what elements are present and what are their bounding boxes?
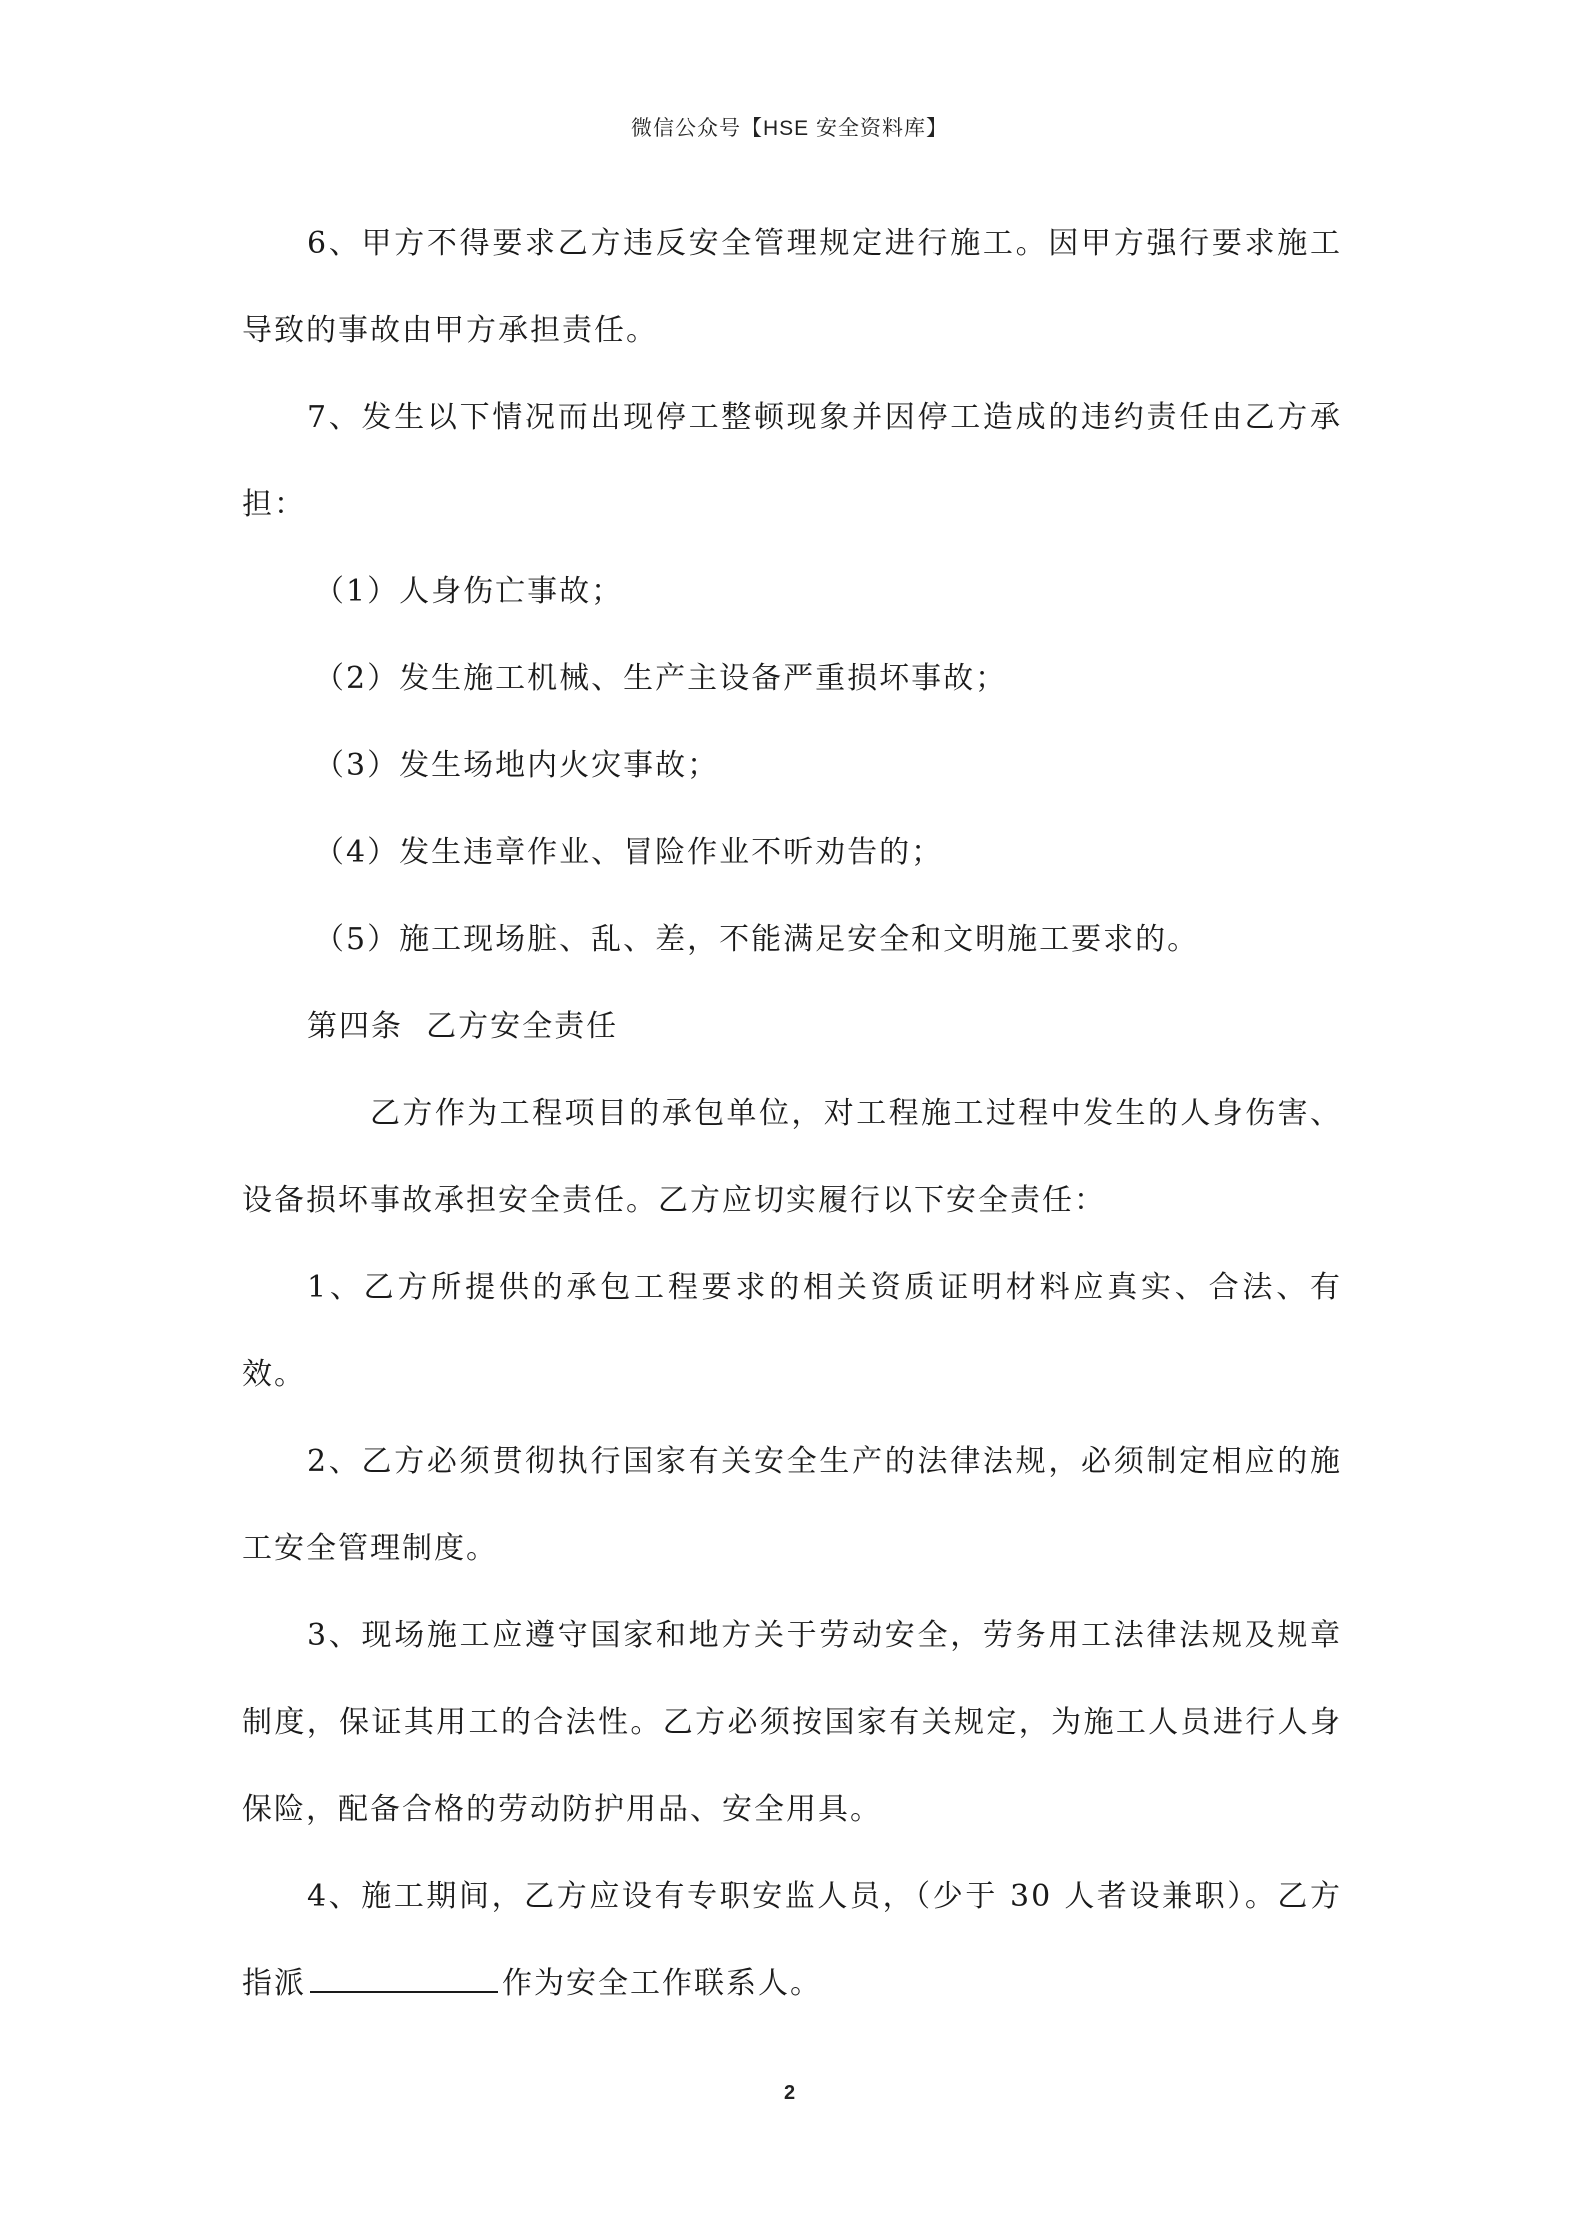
article-4-clause-3: 3、现场施工应遵守国家和地方关于劳动安全，劳务用工法律法规及规章制度，保证其用工的合法性。乙方必须按国家有关规定，为施工人员进行人身保险，配备合格的劳动防护用品、安全用具。 xyxy=(242,1618,1342,1827)
clause-7-item-1: （1）人身伤亡事故； xyxy=(314,574,624,609)
article-4-clause-2: 2、乙方必须贯彻执行国家有关安全生产的法律法规，必须制定相应的施工安全管理制度。 xyxy=(242,1444,1342,1566)
clause-7-item-3: （3）发生场地内火灾事故； xyxy=(314,748,720,783)
article-4-clause-4 xyxy=(242,1853,1342,2027)
clause-6: 6、甲方不得要求乙方违反安全管理规定进行施工。因甲方强行要求施工导致的事故由甲方承担责任。 xyxy=(242,226,1342,348)
article-4-intro: 乙方作为工程项目的承包单位，对工程施工过程中发生的人身伤害、设备损坏事故承担安全责任。乙方应切实履行以下安全责任： xyxy=(242,1096,1342,1218)
clause-7: 7、发生以下情况而出现停工整顿现象并因停工造成的违约责任由乙方承担： xyxy=(242,400,1342,522)
contact-person-blank[interactable] xyxy=(310,1967,498,1993)
article-4-clause-4-tail: 作为安全工作联系人。 xyxy=(502,1966,822,2001)
page-number: 2 xyxy=(783,2082,796,2104)
article-4-title: 第四条 乙方安全责任 xyxy=(307,1009,619,1044)
document-body xyxy=(242,200,1342,2027)
clause-7-item-4: （4）发生违章作业、冒险作业不听劝告的； xyxy=(314,835,944,870)
page-header: 微信公众号【HSE 安全资料库】 xyxy=(630,117,948,140)
clause-7-item-5: （5）施工现场脏、乱、差，不能满足安全和文明施工要求的。 xyxy=(314,922,1200,957)
clause-7-item-2: （2）发生施工机械、生产主设备严重损坏事故； xyxy=(314,661,1008,696)
article-4-clause-1: 1、乙方所提供的承包工程要求的相关资质证明材料应真实、合法、有效。 xyxy=(242,1270,1342,1392)
article-4-clause-4-text: 4、施工期间，乙方应设有专职安监人员，（少于 30 人者设兼职）。乙方指派 xyxy=(242,1879,1342,2001)
